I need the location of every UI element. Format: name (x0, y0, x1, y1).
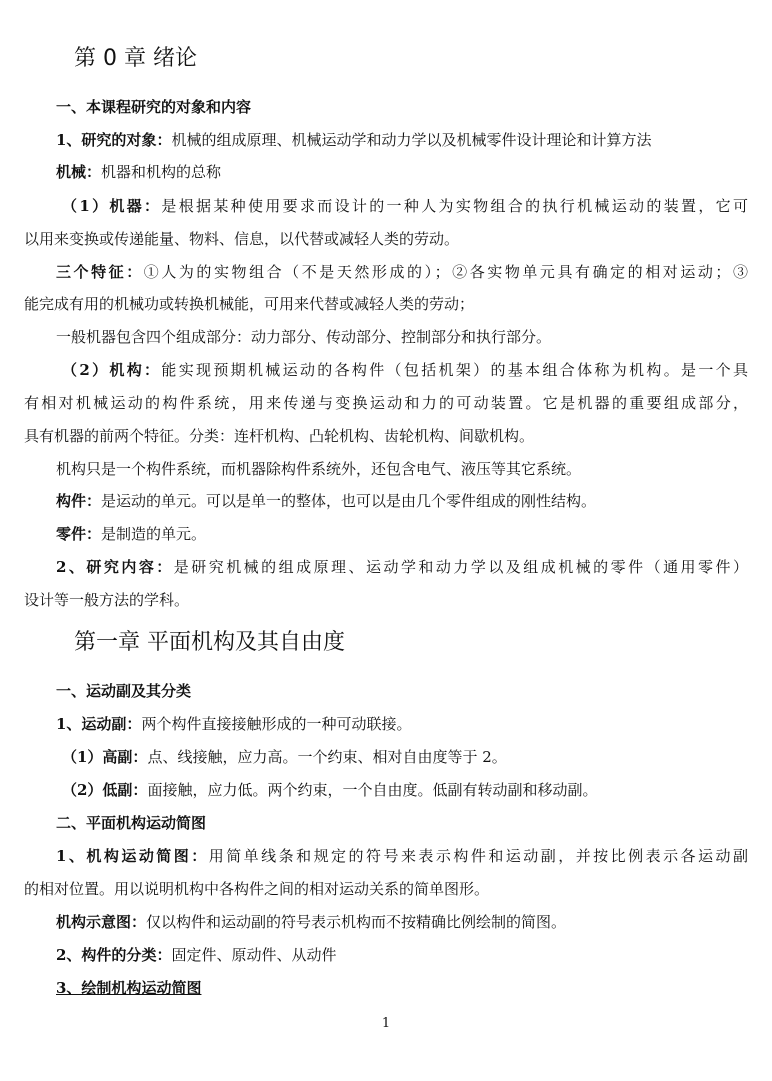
paragraph-kinematic-diagram-line-2: 的相对位置。用以说明机构中各构件之间的相对运动关系的简单图形。 (24, 880, 490, 898)
term-text: 两个构件直接接触形成的一种可动联接。 (141, 715, 412, 733)
paragraph-features-line-2: 能完成有用的机械功或转换机械能，可用来代替或减轻人类的劳动； (24, 295, 475, 313)
paragraph-mechanism-sketch (56, 912, 748, 932)
term-text: 点、线接触，应力高。一个约束、相对自由度等于 2。 (147, 748, 507, 766)
term-text: 是运动的单元。可以是单一的整体，也可以是由几个零件组成的刚性结构。 (101, 492, 597, 510)
paragraph-mechanism-only: 机构只是一个构件系统，而机器除构件系统外，还包含电气、液压等其它系统。 (56, 460, 582, 478)
paragraph-higher-pair (62, 747, 748, 767)
paragraph-mechanism-line-1 (62, 360, 748, 380)
paragraph-lower-pair (62, 780, 748, 800)
paragraph-mechanism-line-3: 具有机器的前两个特征。分类：连杆机构、凸轮机构、齿轮机构、间歇机构。 (24, 427, 535, 445)
term-text: 是根据某种使用要求而设计的一种人为实物组合的执行机械运动的装置，它可 (161, 197, 748, 215)
chapter-1-title: 第一章 平面机构及其自由度 (74, 630, 345, 655)
term-text: 用简单线条和规定的符号来表示构件和运动副，并按比例表示各运动副 (208, 847, 748, 865)
term-text: 仅以构件和运动副的符号表示机构而不按精确比例绘制的简图。 (146, 913, 567, 931)
term-label: （1）高副： (62, 748, 148, 766)
paragraph-machinery (56, 162, 748, 182)
term-text: 面接触，应力低。两个约束，一个自由度。低副有转动副和移动副。 (147, 781, 598, 799)
term-label: （2）机构： (62, 361, 162, 379)
term-label: （1）机器： (62, 197, 162, 215)
term-label: 1、运动副： (56, 715, 142, 733)
section-heading-kinematic-pairs: 一、运动副及其分类 (56, 682, 192, 700)
page-number: 1 (381, 1016, 391, 1031)
paragraph-member-classification (56, 945, 748, 965)
paragraph-part (56, 524, 748, 544)
term-label: 零件： (56, 525, 102, 543)
paragraph-kinematic-diagram-line-1 (56, 846, 748, 866)
paragraph-general-machine: 一般机器包含四个组成部分：动力部分、传动部分、控制部分和执行部分。 (56, 328, 552, 346)
term-text: 机械的组成原理、机械运动学和动力学以及机械零件设计理论和计算方法 (171, 131, 652, 149)
paragraph-machine-line-1 (62, 196, 748, 216)
term-label: （2）低副： (62, 781, 148, 799)
term-label: 1、研究的对象： (56, 131, 172, 149)
paragraph-research-content-line-2: 设计等一般方法的学科。 (24, 591, 190, 609)
term-label: 1、机构运动简图： (56, 847, 209, 865)
paragraph-research-object (56, 130, 748, 150)
term-label: 机构示意图： (56, 913, 147, 931)
term-text: 是研究机械的组成原理、运动学和动力学以及组成机械的零件（通用零件） (173, 558, 748, 576)
term-text: 能实现预期机械运动的各构件（包括机架）的基本组合体称为机构。是一个具 (161, 361, 748, 379)
paragraph-machine-line-2: 以用来变换或传递能量、物料、信息，以代替或减轻人类的劳动。 (24, 230, 460, 248)
term-text: 固定件、原动件、从动件 (171, 946, 337, 964)
paragraph-member (56, 491, 748, 511)
term-text: 是制造的单元。 (101, 525, 207, 543)
term-text: 机器和机构的总称 (101, 163, 222, 181)
term-label: 三个特征： (56, 263, 144, 281)
term-label: 2、研究内容： (56, 558, 174, 576)
paragraph-mechanism-line-2: 有相对机械运动的构件系统，用来传递与变换运动和力的可动装置。它是机器的重要组成部分， (24, 394, 748, 412)
term-label: 2、构件的分类： (56, 946, 172, 964)
section-heading-draw-diagram: 3、绘制机构运动简图 (56, 979, 202, 997)
term-label: 机械： (56, 163, 102, 181)
section-heading-research-object: 一、本课程研究的对象和内容 (56, 98, 252, 116)
paragraph-research-content-line-1 (56, 557, 748, 577)
term-text: ①人为的实物组合（不是天然形成的）；②各实物单元具有确定的相对运动；③ (143, 263, 748, 281)
chapter-0-title: 第 0 章 绪论 (74, 46, 197, 71)
paragraph-features-line-1 (56, 262, 748, 282)
section-heading-kinematic-diagram: 二、平面机构运动简图 (56, 814, 207, 832)
term-label: 构件： (56, 492, 102, 510)
paragraph-kinematic-pair (56, 714, 748, 734)
